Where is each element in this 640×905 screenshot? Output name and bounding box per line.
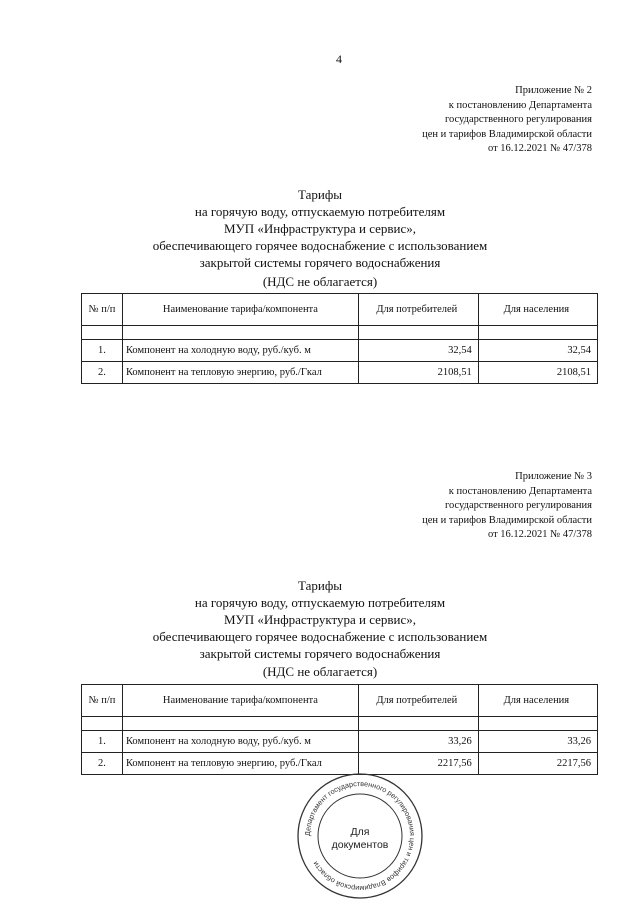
cell-population: 2108,51 bbox=[478, 362, 597, 384]
title-line: на горячую воду, отпускаемую потребителям bbox=[194, 204, 446, 219]
appendix-title: Приложение № 2 bbox=[515, 85, 592, 96]
cell-population: 2217,56 bbox=[478, 753, 597, 775]
cell-consumers: 2217,56 bbox=[358, 753, 478, 775]
appendix-line: к постановлению Департамента bbox=[448, 99, 592, 111]
cell-population: 32,54 bbox=[478, 340, 597, 362]
cell-name: Компонент на тепловую энергию, руб./Гкал bbox=[122, 753, 358, 775]
tariff-title-1 bbox=[0, 186, 640, 271]
cell-consumers: 2108,51 bbox=[358, 362, 478, 384]
title-line: обеспечивающего горячее водоснабжение с использованием bbox=[152, 238, 488, 253]
cell-consumers: 33,26 bbox=[358, 731, 478, 753]
title-heading: Тарифы bbox=[297, 578, 342, 593]
appendix-line: к постановлению Департамента bbox=[448, 485, 592, 497]
table-row bbox=[82, 731, 598, 753]
cell-number: 1. bbox=[82, 731, 123, 753]
cell-consumers: 32,54 bbox=[358, 340, 478, 362]
cell-number: 2. bbox=[82, 362, 123, 384]
cell-name: Компонент на тепловую энергию, руб./Гкал bbox=[122, 362, 358, 384]
tariff-table-1 bbox=[81, 293, 598, 384]
seal-center-line: Для bbox=[350, 826, 370, 838]
appendix-line: цен и тарифов Владимирской области bbox=[422, 128, 592, 140]
cell-number: 1. bbox=[82, 340, 123, 362]
appendix-line: государственного регулирования bbox=[444, 500, 592, 511]
title-line: обеспечивающего горячее водоснабжение с использованием bbox=[152, 629, 488, 644]
appendix-title: Приложение № 3 bbox=[515, 471, 592, 482]
appendix-header-1 bbox=[422, 84, 592, 157]
header-cell-population: Для населения bbox=[478, 294, 597, 326]
header-cell-number: № п/п bbox=[82, 294, 123, 326]
cell-name: Компонент на холодную воду, руб./куб. м bbox=[122, 340, 358, 362]
table-spacer-row bbox=[82, 326, 598, 340]
title-line: МУП «Инфраструктура и сервис», bbox=[223, 221, 417, 236]
header-cell-consumers: Для потребителей bbox=[358, 294, 478, 326]
cell-name: Компонент на холодную воду, руб./куб. м bbox=[122, 731, 358, 753]
header-cell-name: Наименование тарифа/компонента bbox=[122, 294, 358, 326]
page-number: 4 bbox=[336, 52, 342, 66]
tariff-table-2 bbox=[81, 684, 598, 775]
seal-center-text bbox=[296, 826, 424, 852]
header-cell-population: Для населения bbox=[478, 685, 597, 717]
title-line: закрытой системы горячего водоснабжения bbox=[199, 646, 441, 661]
table-row bbox=[82, 340, 598, 362]
title-line: на горячую воду, отпускаемую потребителям bbox=[194, 595, 446, 610]
cell-number: 2. bbox=[82, 753, 123, 775]
table-row bbox=[82, 362, 598, 384]
header-cell-name: Наименование тарифа/компонента bbox=[122, 685, 358, 717]
appendix-line: государственного регулирования bbox=[444, 114, 592, 125]
appendix-line: цен и тарифов Владимирской области bbox=[422, 514, 592, 526]
appendix-line: от 16.12.2021 № 47/378 bbox=[487, 143, 592, 154]
appendix-line: от 16.12.2021 № 47/378 bbox=[487, 529, 592, 540]
header-cell-number: № п/п bbox=[82, 685, 123, 717]
seal-center-line: документов bbox=[331, 839, 389, 851]
appendix-header-2 bbox=[422, 470, 592, 543]
header-cell-consumers: Для потребителей bbox=[358, 685, 478, 717]
title-heading: Тарифы bbox=[297, 187, 342, 202]
title-line: закрытой системы горячего водоснабжения bbox=[199, 255, 441, 270]
vat-note-2: (НДС не облагается) bbox=[262, 664, 378, 679]
title-line: МУП «Инфраструктура и сервис», bbox=[223, 612, 417, 627]
cell-population: 33,26 bbox=[478, 731, 597, 753]
tariff-title-2 bbox=[0, 577, 640, 662]
vat-note-1: (НДС не облагается) bbox=[262, 274, 378, 289]
table-spacer-row bbox=[82, 717, 598, 731]
seal-ring-text: Департамент государственного регулирования цен и тарифов Владимирской области bbox=[302, 778, 418, 894]
